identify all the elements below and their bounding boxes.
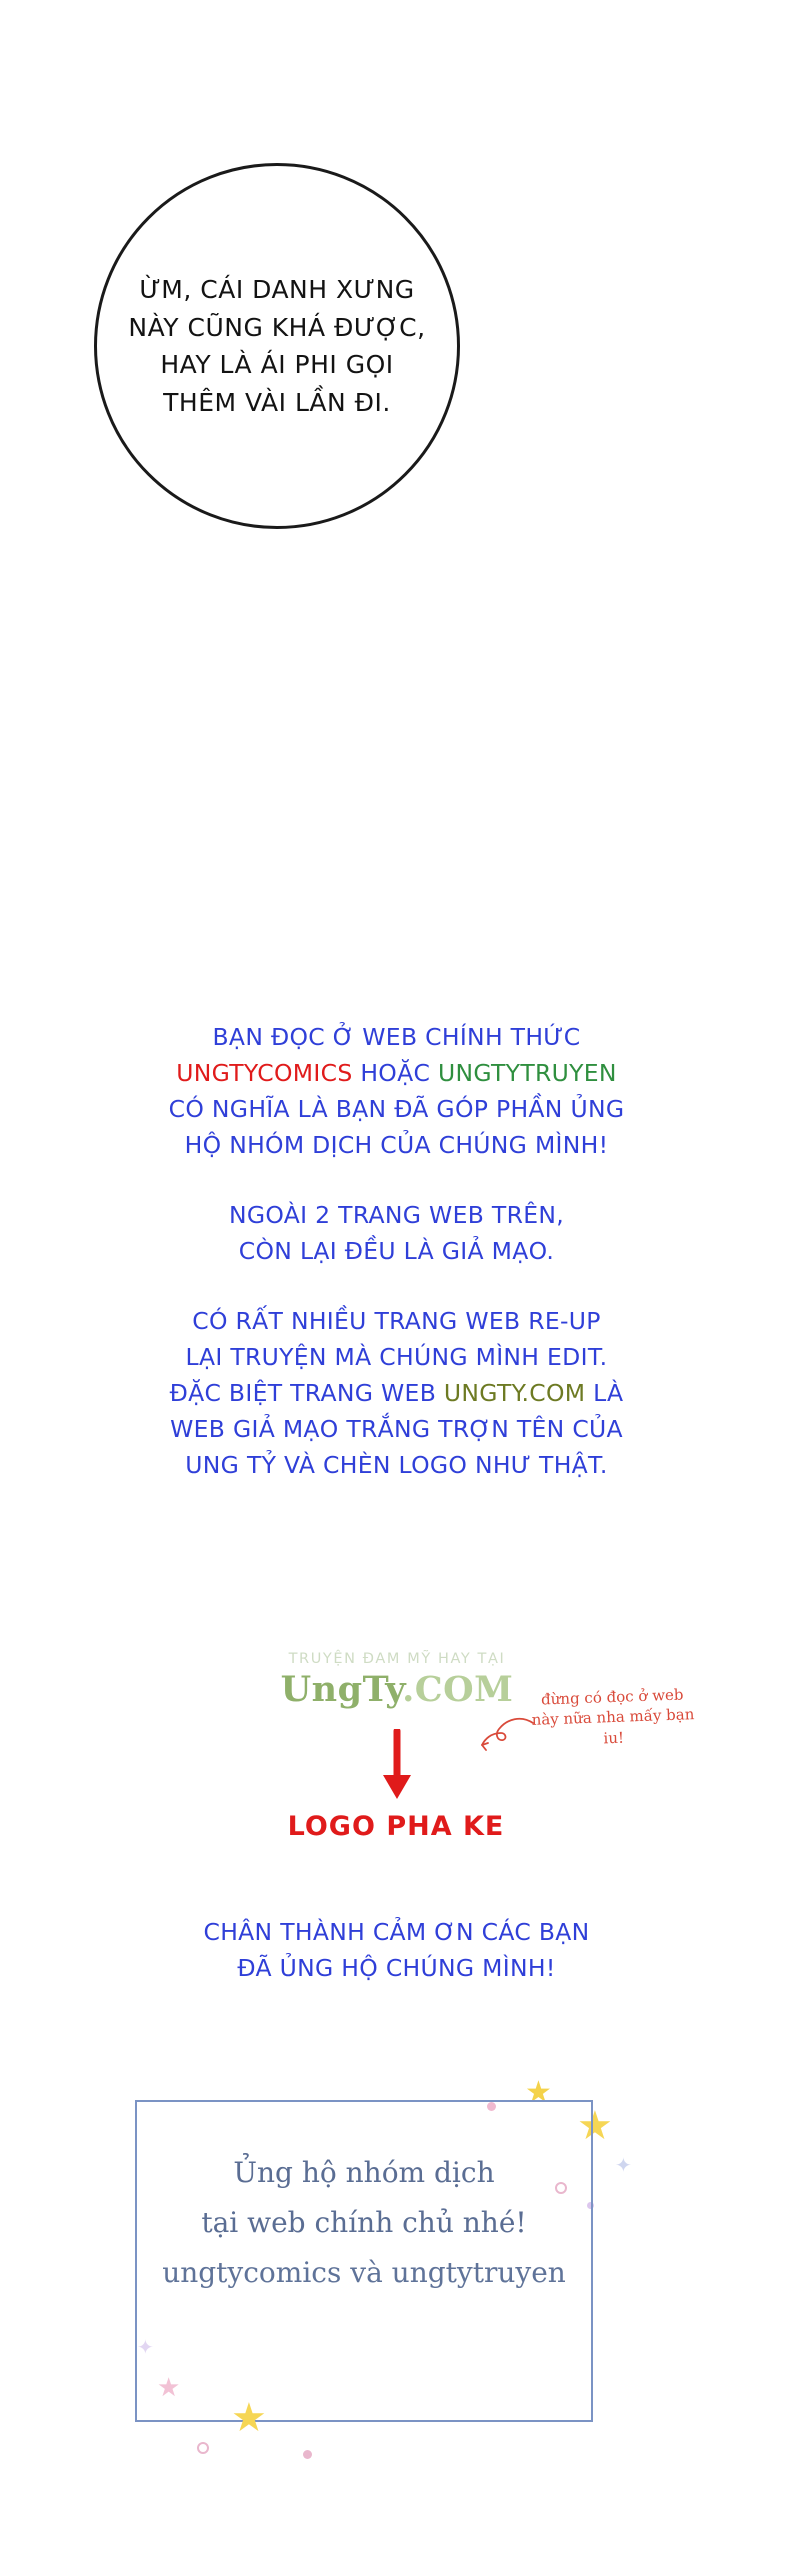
notice-p3-line3c: LÀ [585,1378,624,1407]
support-card-line-2: tại web chính chủ nhé! [201,2205,527,2239]
thanks-paragraph [0,1915,793,1987]
fake-logo-name: UngTy [280,1669,403,1710]
notice-p3-line3a: ĐẶC BIỆT TRANG WEB [169,1378,444,1407]
thanks-line-2: ĐÃ ỦNG HỘ CHÚNG MÌNH! [237,1953,556,1982]
fake-logo-tld: .COM [402,1669,514,1710]
notice-paragraph-1 [0,1020,793,1164]
notice-p3-line5: UNG TỶ VÀ CHÈN LOGO NHƯ THẬT. [185,1450,608,1479]
notice-p2-line2: CÒN LẠI ĐỀU LÀ GIẢ MẠO. [238,1236,555,1265]
fake-logo-handwritten-note: đừng có đọc ở web này nữa nha mấy bạn iu! [531,1685,695,1747]
bubble-line-2: NÀY CŨNG KHÁ ĐƯỢC, [128,312,426,342]
bubble-line-3: HAY LÀ ÁI PHI GỌI [160,350,394,379]
speech-bubble-panel [0,150,793,570]
dot-decoration [303,2450,312,2459]
notice-block [0,1020,793,1515]
notice-p1-conj: HOẶC [352,1058,438,1087]
fake-site-name: UNGTY.COM [443,1378,586,1407]
thanks-block [0,1915,793,2021]
sparkle-icon: ✦ [615,2155,632,2177]
notice-paragraph-2 [0,1198,793,1270]
fake-logo-label: LOGO PHA KE [287,1811,505,1842]
notice-p1-line1: BẠN ĐỌC Ở WEB CHÍNH THỨC [212,1023,581,1051]
bubble-line-1: ỪM, CÁI DANH XƯNG [139,275,415,304]
fake-logo-tagline: TRUYỆN ĐAM MỸ HAY TẠI [288,1651,506,1667]
star-icon: ★ [577,2104,613,2148]
support-card-line-3: ungtycomics và ungtytruyen [162,2255,566,2289]
notice-p3-line1: CÓ RẤT NHIỀU TRANG WEB RE-UP [192,1306,601,1335]
notice-p2-line1: NGOÀI 2 TRANG WEB TRÊN, [229,1200,564,1229]
official-site-1: UNGTYCOMICS [176,1058,353,1087]
bubble-line-4: THÊM VÀI LẦN ĐI. [163,387,391,417]
star-icon: ★ [157,2372,181,2402]
ring-decoration [197,2442,209,2454]
fake-logo-wordmark [257,1669,537,1710]
sparkle-icon: ✦ [137,2337,154,2359]
notice-p1-line4: HỘ NHÓM DỊCH CỦA CHÚNG MÌNH! [184,1130,609,1159]
star-icon: ★ [525,2076,552,2109]
down-arrow-icon [357,1729,437,1803]
speech-bubble-text [104,271,449,421]
notice-p3-line2: LẠI TRUYỆN MÀ CHÚNG MÌNH EDIT. [185,1342,608,1371]
support-card-line-1: Ủng hộ nhóm dịch [233,2156,495,2189]
speech-bubble [94,163,460,529]
star-icon: ★ [231,2396,267,2440]
support-card [135,2078,647,2478]
notice-p1-line3: CÓ NGHĨA LÀ BẠN ĐÃ GÓP PHẦN ỦNG [168,1094,625,1123]
notice-p3-line4: WEB GIẢ MẠO TRẮNG TRỢN TÊN CỦA [170,1414,623,1443]
fake-logo-area [0,1651,793,1951]
support-card-text [135,2148,593,2297]
notice-paragraph-3 [0,1304,793,1484]
thanks-line-1: CHÂN THÀNH CẢM ƠN CÁC BẠN [203,1918,590,1946]
official-site-2: UNGTYTRUYEN [437,1058,617,1087]
